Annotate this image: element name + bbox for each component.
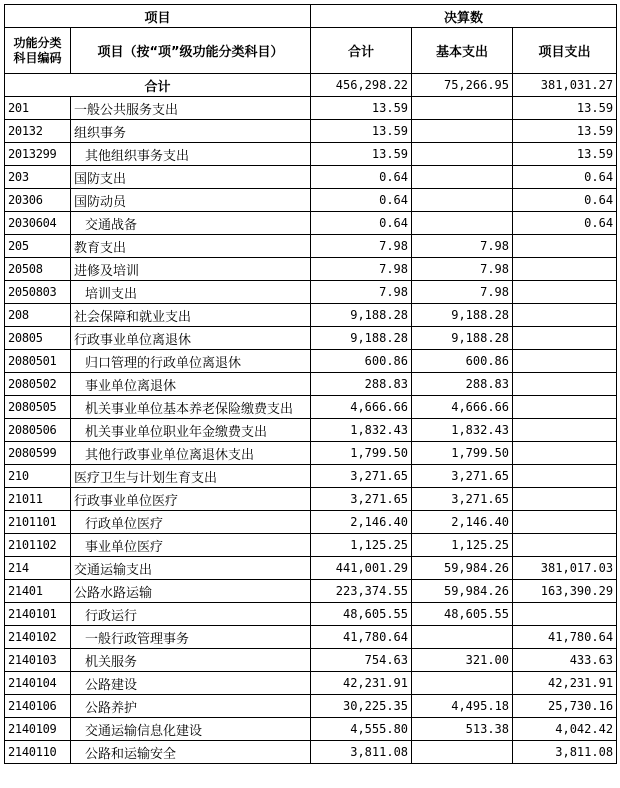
row-code: 21401: [5, 580, 71, 603]
row-code: 2140106: [5, 695, 71, 718]
row-code: 2101101: [5, 511, 71, 534]
header-code: 功能分类科目编码: [5, 28, 71, 74]
header-row-1: [5, 5, 617, 28]
row-basic: 3,271.65: [412, 488, 513, 511]
row-project: [513, 281, 617, 304]
table-row: [5, 120, 617, 143]
row-project: [513, 327, 617, 350]
row-project: 42,231.91: [513, 672, 617, 695]
row-project: [513, 534, 617, 557]
row-name: 公路水路运输: [71, 580, 311, 603]
table-row: [5, 235, 617, 258]
row-name: 其他组织事务支出: [71, 143, 311, 166]
header-item: 项目: [5, 5, 311, 28]
row-basic: 288.83: [412, 373, 513, 396]
row-name: 国防动员: [71, 189, 311, 212]
table-row: [5, 143, 617, 166]
row-project: 0.64: [513, 212, 617, 235]
row-project: [513, 373, 617, 396]
total-label: 合计: [5, 74, 311, 97]
row-code: 2050803: [5, 281, 71, 304]
table-row: [5, 97, 617, 120]
row-basic: 3,271.65: [412, 465, 513, 488]
row-code: 2140101: [5, 603, 71, 626]
row-project: 3,811.08: [513, 741, 617, 764]
row-total: 4,666.66: [311, 396, 412, 419]
row-basic: 59,984.26: [412, 557, 513, 580]
row-project: 4,042.42: [513, 718, 617, 741]
row-code: 2140104: [5, 672, 71, 695]
table-row: [5, 258, 617, 281]
row-code: 2080501: [5, 350, 71, 373]
row-total: 30,225.35: [311, 695, 412, 718]
row-basic: [412, 741, 513, 764]
row-basic: 600.86: [412, 350, 513, 373]
row-project: 433.63: [513, 649, 617, 672]
row-basic: 1,832.43: [412, 419, 513, 442]
row-total: 13.59: [311, 120, 412, 143]
row-basic: 7.98: [412, 258, 513, 281]
row-basic: 7.98: [412, 281, 513, 304]
row-project: [513, 350, 617, 373]
header-row-2: [5, 28, 617, 74]
row-project: 381,017.03: [513, 557, 617, 580]
row-basic: [412, 212, 513, 235]
row-total: 2,146.40: [311, 511, 412, 534]
row-total: 223,374.55: [311, 580, 412, 603]
row-project: [513, 442, 617, 465]
row-name: 交通运输信息化建设: [71, 718, 311, 741]
row-project: [513, 258, 617, 281]
row-total: 42,231.91: [311, 672, 412, 695]
row-project: [513, 511, 617, 534]
row-basic: 1,125.25: [412, 534, 513, 557]
row-project: 13.59: [513, 143, 617, 166]
row-name: 事业单位离退休: [71, 373, 311, 396]
row-name: 公路养护: [71, 695, 311, 718]
row-name: 机关服务: [71, 649, 311, 672]
header-name: 项目（按“项”级功能分类科目）: [71, 28, 311, 74]
table-row: [5, 212, 617, 235]
row-name: 组织事务: [71, 120, 311, 143]
row-code: 2080505: [5, 396, 71, 419]
table-row: [5, 511, 617, 534]
header-budget: 决算数: [311, 5, 617, 28]
row-code: 2101102: [5, 534, 71, 557]
table-row: [5, 281, 617, 304]
row-code: 2080599: [5, 442, 71, 465]
row-project: [513, 419, 617, 442]
row-total: 9,188.28: [311, 327, 412, 350]
row-project: [513, 488, 617, 511]
row-basic: 59,984.26: [412, 580, 513, 603]
row-basic: [412, 166, 513, 189]
row-project: [513, 235, 617, 258]
row-code: 20306: [5, 189, 71, 212]
table-row: [5, 442, 617, 465]
row-name: 行政运行: [71, 603, 311, 626]
row-project: 13.59: [513, 120, 617, 143]
table-row: [5, 350, 617, 373]
row-project: 163,390.29: [513, 580, 617, 603]
table-row: [5, 373, 617, 396]
table-row: [5, 488, 617, 511]
row-name: 社会保障和就业支出: [71, 304, 311, 327]
table-row: [5, 327, 617, 350]
row-total: 9,188.28: [311, 304, 412, 327]
row-project: 25,730.16: [513, 695, 617, 718]
row-total: 3,271.65: [311, 488, 412, 511]
table-row: [5, 718, 617, 741]
row-code: 205: [5, 235, 71, 258]
table-row: [5, 465, 617, 488]
row-name: 归口管理的行政单位离退休: [71, 350, 311, 373]
row-code: 210: [5, 465, 71, 488]
row-basic: [412, 189, 513, 212]
table-row: [5, 419, 617, 442]
row-code: 214: [5, 557, 71, 580]
row-project: [513, 304, 617, 327]
row-total: 754.63: [311, 649, 412, 672]
table-row: [5, 534, 617, 557]
table-body: [5, 74, 617, 764]
row-project: 41,780.64: [513, 626, 617, 649]
row-total: 1,125.25: [311, 534, 412, 557]
table-row: [5, 166, 617, 189]
row-basic: [412, 626, 513, 649]
row-name: 国防支出: [71, 166, 311, 189]
row-basic: 1,799.50: [412, 442, 513, 465]
row-code: 2030604: [5, 212, 71, 235]
row-total: 48,605.55: [311, 603, 412, 626]
row-name: 医疗卫生与计划生育支出: [71, 465, 311, 488]
row-code: 20805: [5, 327, 71, 350]
row-project: 0.64: [513, 166, 617, 189]
row-code: 2140110: [5, 741, 71, 764]
row-total: 1,832.43: [311, 419, 412, 442]
row-basic: 7.98: [412, 235, 513, 258]
table-row: [5, 626, 617, 649]
row-code: 208: [5, 304, 71, 327]
table-row: [5, 580, 617, 603]
row-basic: 2,146.40: [412, 511, 513, 534]
row-basic: 321.00: [412, 649, 513, 672]
row-name: 机关事业单位职业年金缴费支出: [71, 419, 311, 442]
row-project: [513, 603, 617, 626]
row-basic: 48,605.55: [412, 603, 513, 626]
table-row: [5, 189, 617, 212]
row-project: [513, 465, 617, 488]
row-code: 2080502: [5, 373, 71, 396]
row-total: 7.98: [311, 281, 412, 304]
row-total: 3,271.65: [311, 465, 412, 488]
row-name: 一般公共服务支出: [71, 97, 311, 120]
total-row: [5, 74, 617, 97]
row-total: 7.98: [311, 235, 412, 258]
header-total: 合计: [311, 28, 412, 74]
row-basic: [412, 97, 513, 120]
row-total: 1,799.50: [311, 442, 412, 465]
row-basic: 9,188.28: [412, 327, 513, 350]
table-row: [5, 603, 617, 626]
budget-table: [4, 4, 617, 764]
row-total: 41,780.64: [311, 626, 412, 649]
row-total: 0.64: [311, 166, 412, 189]
total-total: 456,298.22: [311, 74, 412, 97]
row-project: [513, 396, 617, 419]
table-row: [5, 557, 617, 580]
row-name: 进修及培训: [71, 258, 311, 281]
row-total: 600.86: [311, 350, 412, 373]
row-total: 288.83: [311, 373, 412, 396]
row-project: 13.59: [513, 97, 617, 120]
row-project: 0.64: [513, 189, 617, 212]
row-name: 其他行政事业单位离退休支出: [71, 442, 311, 465]
table-row: [5, 304, 617, 327]
table-row: [5, 649, 617, 672]
row-basic: 4,666.66: [412, 396, 513, 419]
row-code: 2013299: [5, 143, 71, 166]
row-name: 公路建设: [71, 672, 311, 695]
row-total: 0.64: [311, 212, 412, 235]
row-name: 交通运输支出: [71, 557, 311, 580]
table-row: [5, 741, 617, 764]
row-basic: 9,188.28: [412, 304, 513, 327]
row-code: 201: [5, 97, 71, 120]
row-name: 行政事业单位医疗: [71, 488, 311, 511]
row-name: 教育支出: [71, 235, 311, 258]
row-code: 21011: [5, 488, 71, 511]
row-name: 行政事业单位离退休: [71, 327, 311, 350]
total-basic: 75,266.95: [412, 74, 513, 97]
row-name: 公路和运输安全: [71, 741, 311, 764]
header-project: 项目支出: [513, 28, 617, 74]
row-total: 13.59: [311, 143, 412, 166]
row-code: 2140103: [5, 649, 71, 672]
row-basic: [412, 143, 513, 166]
row-total: 3,811.08: [311, 741, 412, 764]
row-total: 13.59: [311, 97, 412, 120]
row-total: 441,001.29: [311, 557, 412, 580]
row-total: 7.98: [311, 258, 412, 281]
table-row: [5, 695, 617, 718]
row-name: 机关事业单位基本养老保险缴费支出: [71, 396, 311, 419]
row-basic: 4,495.18: [412, 695, 513, 718]
row-code: 2140109: [5, 718, 71, 741]
row-total: 0.64: [311, 189, 412, 212]
total-project: 381,031.27: [513, 74, 617, 97]
row-code: 2140102: [5, 626, 71, 649]
row-name: 行政单位医疗: [71, 511, 311, 534]
row-code: 203: [5, 166, 71, 189]
row-code: 2080506: [5, 419, 71, 442]
table-row: [5, 396, 617, 419]
row-name: 培训支出: [71, 281, 311, 304]
header-basic: 基本支出: [412, 28, 513, 74]
row-name: 交通战备: [71, 212, 311, 235]
row-name: 事业单位医疗: [71, 534, 311, 557]
table-row: [5, 672, 617, 695]
row-basic: [412, 120, 513, 143]
row-code: 20508: [5, 258, 71, 281]
row-basic: 513.38: [412, 718, 513, 741]
row-code: 20132: [5, 120, 71, 143]
row-name: 一般行政管理事务: [71, 626, 311, 649]
row-total: 4,555.80: [311, 718, 412, 741]
row-basic: [412, 672, 513, 695]
